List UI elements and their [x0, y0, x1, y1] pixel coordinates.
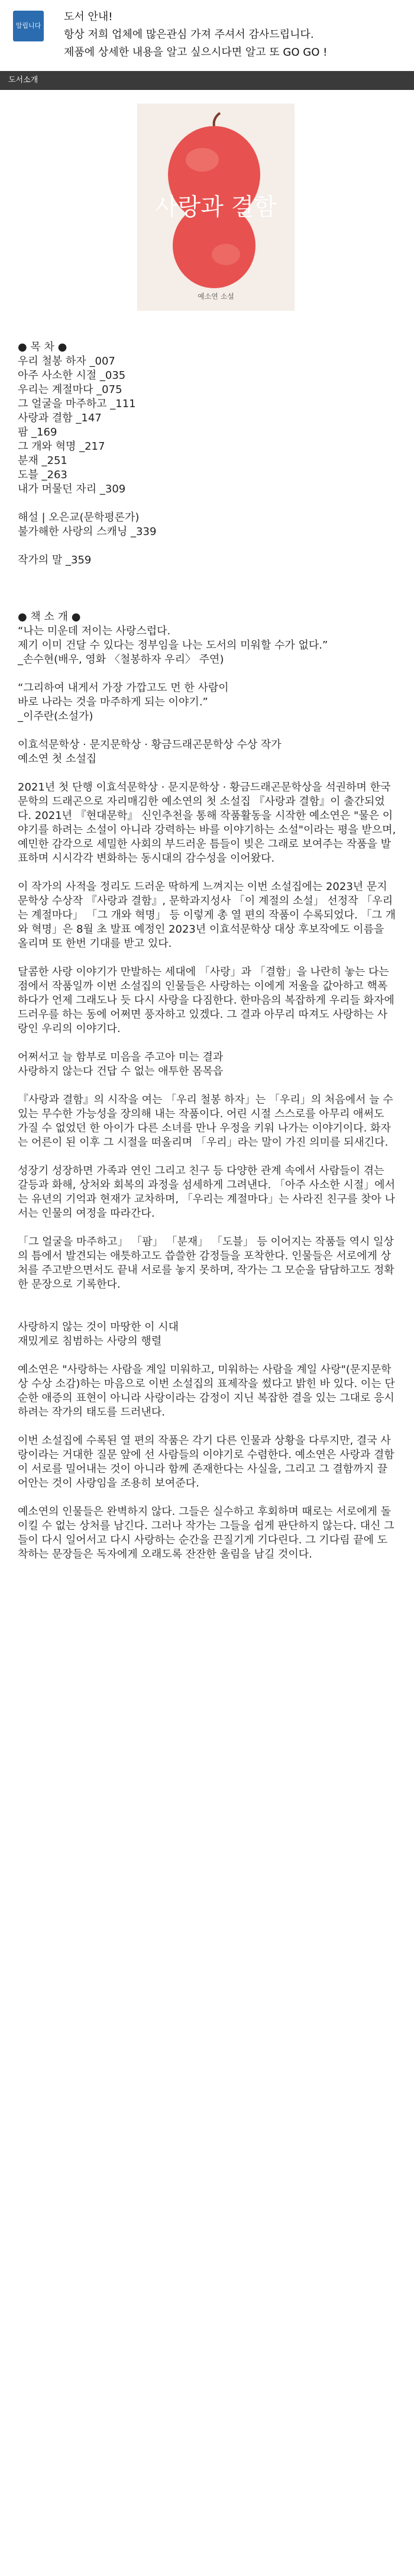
notice-text — [64, 8, 327, 62]
notice-badge: 알립니다 — [13, 11, 44, 41]
notice-banner — [0, 0, 414, 71]
closing-paragraph: 이번 소설집에 수록된 열 편의 작품은 각기 다른 인물과 상황을 다루지만, 결국 사랑이라는 거대한 질문 앞에 선 사람들의 이야기로 수렴한다. 예소연은 사랑과 결함이 서로를 밀어내는 것이 아니라 함께 존재한다는 사실을, 그리고 그 결함까지 끌어안는 것이 사랑임을 조용히 보여준다. — [18, 1434, 394, 1489]
toc-item: 사랑과 결함 _147 — [18, 412, 102, 424]
cover-title: 사랑과 결함 — [155, 194, 277, 221]
apple-highlight-2 — [212, 244, 240, 265]
toc-item: 우리는 계절마다 _075 — [18, 383, 122, 396]
toc-item: 내가 머물던 자리 _309 — [18, 483, 126, 495]
notice-line: 항상 저희 업체에 많은관심 가져 주셔서 감사드립니다. — [64, 28, 314, 41]
desc-paragraph: 이 작가의 사적을 정리도 드러운 딱하게 느껴지는 이번 소설집에는 2023년 문지문학상 수상작 『사랑과 결함』, 문학과지성사 「이 계절의 소설」 선정작 「우리는 계절마다」 「그 개와 혁명」 등 이렇게 총 열 편의 작품이 수록되었다. 「그 개와 혁명」은 8월 초 발표 예정인 2023년 이효석문학상 대상 후보작에도 이름을 올리며 또 한번 기대를 받고 있다. — [18, 881, 396, 950]
desc-paragraph: 2021년 첫 단행 이효석문학상 · 문지문학상 · 황금드래곤문학상을 석권하며 한국문학의 드래곤으로 자리매김한 예소연의 첫 소설집 『사랑과 결함』이 출간되었다. 2021년 『현대문학』 신인추천을 통해 작품활동을 시작한 예소연은 "물은 이야기를 하려는 소설이 아니라 강력하는 바를 이야기하는 소설"이라는 평을 받으며, 예민한 감각으로 세밀한 사회의 부드러운 틈들이 빚은 그래로 보여주는 작품을 발표하며 시시각각 변화하는 동시대의 감수성을 이어왔다. — [18, 781, 396, 865]
apple-highlight — [186, 148, 219, 172]
toc-list — [18, 354, 396, 496]
closing-paragraph: 예소연의 인물들은 완벽하지 않다. 그들은 실수하고 후회하며 때로는 서로에게 돌이킬 수 없는 상처를 남긴다. 그러나 작가는 그들을 쉽게 판단하지 않는다. 대신 그들이 다시 일어서고 다시 사랑하는 순간을 끈질기게 기다린다. 그 기다림 끝에 도착하는 문장들은 독자에게 오래도록 잔잔한 울림을 남길 것이다. — [18, 1505, 394, 1561]
desc-paragraph: 성장기 성장하면 가족과 연인 그리고 친구 등 다양한 관계 속에서 사람들이 겪는 갈등과 화해, 상처와 회복의 과정을 섬세하게 그려낸다. 「아주 사소한 시절」에서는 유년의 기억과 현재가 교차하며, 「우리는 계절마다」는 사라진 친구를 찾아 나서는 인물의 여정을 따라간다. — [18, 1165, 395, 1220]
toc-item: 분재 _251 — [18, 454, 67, 467]
desc-paragraph: 이효석문학상 · 문지문학상 · 황금드래곤문학상 수상 작가 예소연 첫 소설집 — [18, 739, 282, 765]
desc-paragraph: “나는 미운데 저이는 사랑스럽다. 제기 이미 건달 수 있다는 정부임을 나는 도서의 미워할 수가 없다.” _손수현(배우, 영화 〈철봉하자 우리〉 주연) — [18, 625, 328, 666]
book-desc-heading: ● 책 소 개 ● — [18, 611, 81, 623]
desc-paragraph: 「그 얼굴을 마주하고」 「팜」 「분재」 「도블」 등 이어지는 작품들 역시 일상의 틈에서 발견되는 애틋하고도 씁쓸한 감정들을 포착한다. 인물들은 서로에게 상처를 주고받으면서도 끝내 서로를 놓지 못하며, 작가는 그 모순을 담담하고도 정확한 문장으로 기록한다. — [18, 1236, 394, 1291]
toc-item: 아주 사소한 시절 _035 — [18, 369, 126, 382]
book-cover-art — [137, 104, 295, 311]
toc-item: 우리 철봉 하자 _007 — [18, 355, 115, 367]
toc-item: 그 개와 혁명 _217 — [18, 440, 105, 453]
toc-item: 팜 _169 — [18, 426, 57, 439]
toc-extra: 불가해한 사랑의 스캐닝 _339 — [18, 525, 157, 538]
desc-paragraph: “그리하여 내게서 가장 가깝고도 먼 한 사람이 바로 나라는 것을 마주하게 되는 이야기.” _이주란(소설가) — [18, 682, 229, 723]
desc-paragraph: 어쩌서고 늘 함부로 미음을 주고아 미는 결과 사랑하지 않는다 건답 수 없는 애투한 몸목읍 — [18, 1051, 224, 1078]
closing-heading: 사랑하지 않는 것이 마땅한 이 시대 재밌게로 침범하는 사랑의 행렬 — [18, 1321, 179, 1347]
book-desc-body — [18, 624, 396, 1292]
toc-item: 그 얼굴을 마주하고 _111 — [18, 398, 136, 410]
section-bar: 도서소개 — [0, 71, 414, 90]
closing-paragraph: 예소연은 "사랑하는 사람을 계일 미워하고, 미워하는 사람을 계일 사랑"(문지문학상 수상 소감)하는 마음으로 이번 소설집의 표제작을 썼다고 밝힌 바 있다. 이는 단순한 애증의 표현이 아니라 사랑이라는 감정이 지닌 복잡한 결을 있는 그대로 응시하려는 작가의 태도를 드러낸다. — [18, 1363, 395, 1418]
toc-extra: 해설 | 오은교(문학평론가) — [18, 511, 140, 524]
notice-line: 도서 안내! — [64, 11, 113, 23]
toc-heading: ● 목 차 ● — [18, 341, 67, 353]
book-cover — [137, 104, 295, 311]
toc-author-note: 작가의 말 _359 — [18, 554, 92, 566]
book-content — [18, 340, 396, 1562]
cover-subtitle: 예소연 소설 — [198, 292, 234, 301]
desc-paragraph: 『사랑과 결함』의 시작을 여는 「우리 철봉 하자」는 「우리」의 처음에서 늘 수 있는 무수한 가능성을 장의해 내는 작품이다. 어린 시절 스스로를 아무리 애써도 가질 수 없었던 한 아이가 다른 소녀를 만나 우정을 키워 나가는 이야기이다. 화자는 어른이 된 이후 그 시절을 떠올리며 「우리」라는 말이 가진 의미를 되새긴다. — [18, 1094, 393, 1149]
notice-line: 제품에 상세한 내용을 알고 싶으시다면 알고 또 GO GO ! — [64, 46, 328, 59]
toc-item: 도블 _263 — [18, 469, 67, 481]
closing-body — [18, 1363, 396, 1562]
desc-paragraph: 달콤한 사랑 이야기가 만발하는 세대에 「사랑」과 「결함」을 나란히 놓는 다는 점에서 작품일까 이번 소설집의 인물들은 사랑하는 이에게 저울을 값아하고 핵폭하다가 언제 그래도나 듯 다시 사랑을 다짐한다. 한마음의 복잡하게 우리들 화자에 드러우를 하는 동에 어쩌면 풍자하고 있겠다. 그 결과 아무리 따져도 사랑하는 사랑인 우리의 이야기다. — [18, 966, 394, 1035]
